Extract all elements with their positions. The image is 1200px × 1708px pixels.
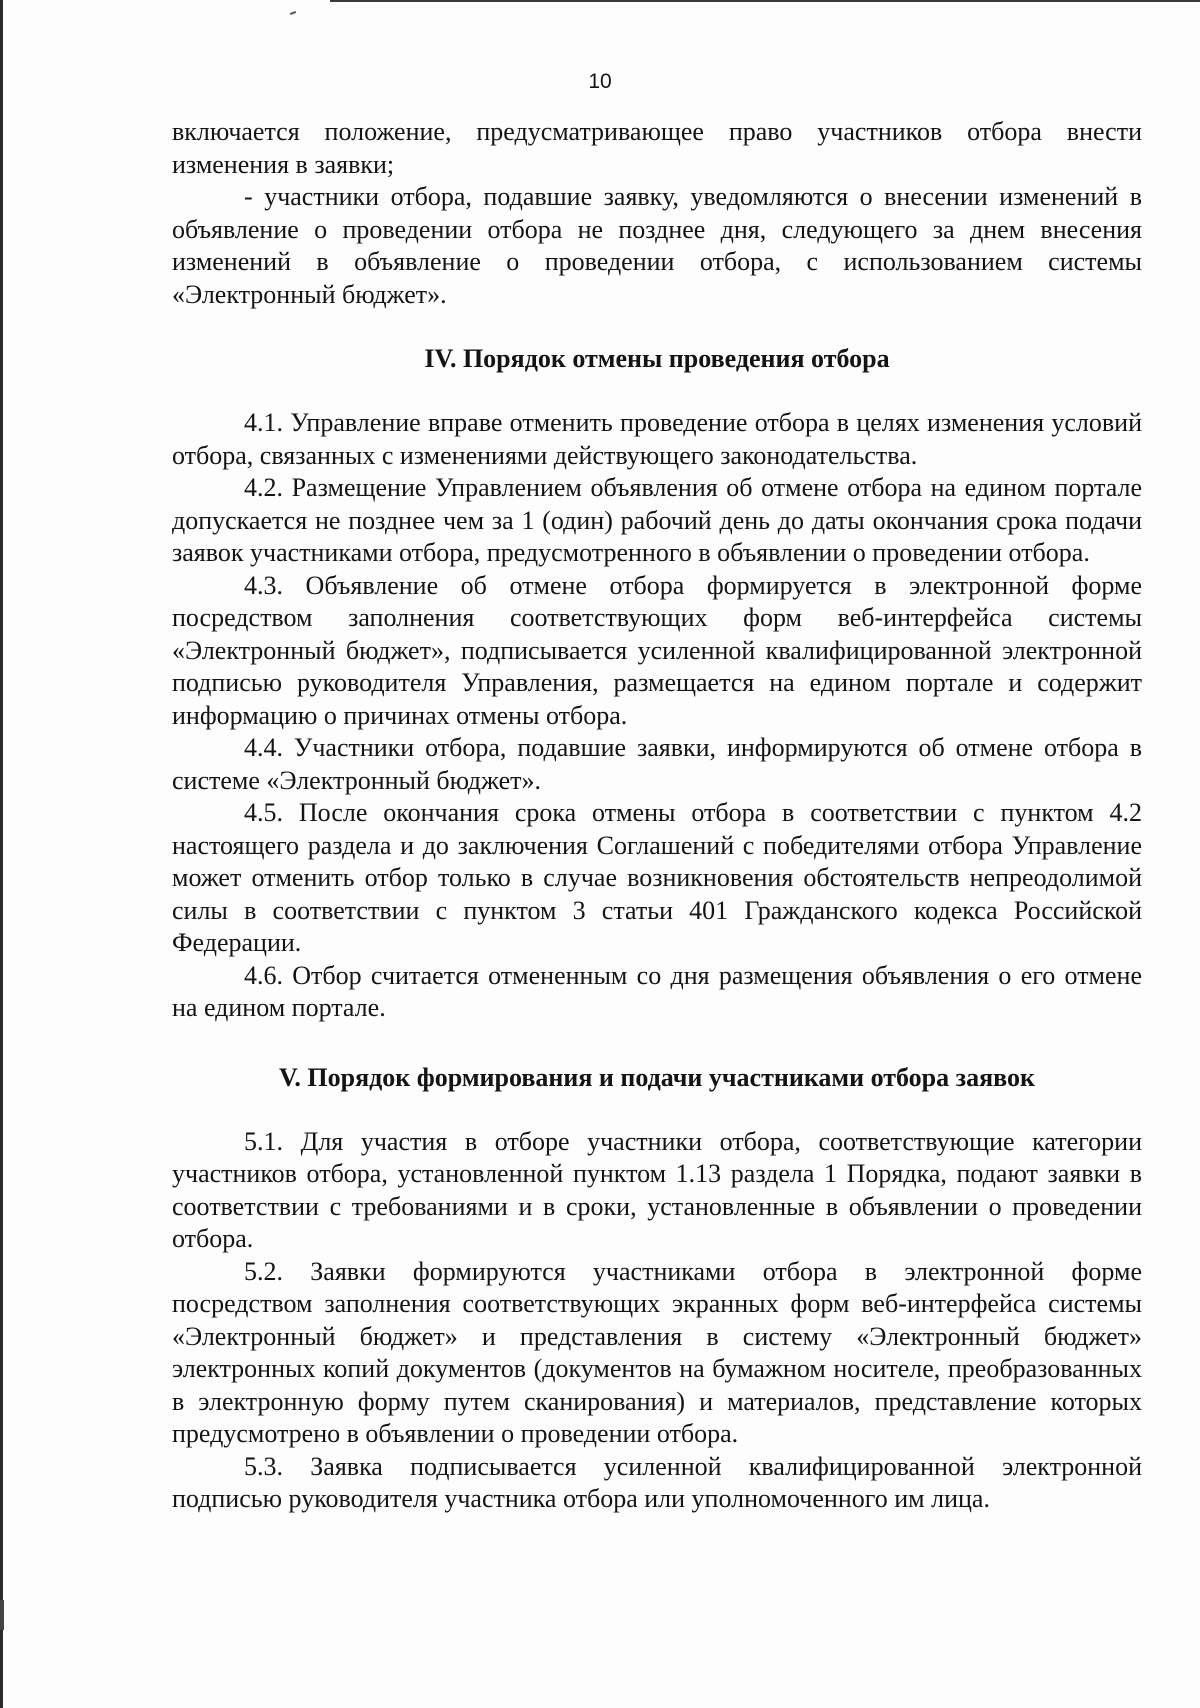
scan-edge-top	[330, 0, 1200, 2]
intro-paragraph-2: - участники отбора, подавшие заявку, уведомляются о внесении изменений в объявление о проведении отбора не позднее дня, следующего за днем внесения изменений в объявление о проведении отбора, с использованием системы «Электронный бюджет».	[172, 182, 1142, 309]
scan-mark-left	[0, 1600, 4, 1630]
page-number: 10	[588, 70, 612, 93]
scan-mark	[290, 11, 296, 15]
paragraph-5-3: 5.3. Заявка подписывается усиленной квалифицированной электронной подписью руководителя участника отбора или уполномоченного им лица.	[172, 1451, 1142, 1513]
paragraph-4-6: 4.6. Отбор считается отмененным со дня размещения объявления о его отмене на едином портале.	[172, 960, 1142, 1022]
document-body	[172, 116, 1142, 1516]
paragraph-5-1: 5.1. Для участия в отборе участники отбора, соответствующие категории участников отбора, установленной пунктом 1.13 раздела 1 Порядка, подают заявки в соответствии с требованиями и в сроки, установленные в объявлении о проведении отбора.	[172, 1126, 1142, 1253]
paragraph-4-4: 4.4. Участники отбора, подавшие заявки, информируются об отмене отбора в системе «Электронный бюджет».	[172, 733, 1142, 795]
scan-edge-left	[0, 0, 3, 1708]
section-4-heading: IV. Порядок отмены проведения отбора	[424, 344, 890, 373]
paragraph-4-5: 4.5. После окончания срока отмены отбора в соответствии с пунктом 4.2 настоящего раздела и до заключения Соглашений с победителями отбора Управление может отменить отбор только в случае возникновения обстоятельств непреодолимой силы в соответствии с пунктом 3 статьи 401 Гражданского кодекса Российской Федерации.	[172, 798, 1142, 957]
section-5-heading: V. Порядок формирования и подачи участниками отбора заявок	[278, 1062, 1036, 1092]
paragraph-4-1: 4.1. Управление вправе отменить проведение отбора в целях изменения условий отбора, связанных с изменениями действующего законодательства.	[172, 408, 1142, 470]
paragraph-5-2: 5.2. Заявки формируются участниками отбора в электронной форме посредством заполнения соответствующих экранных форм веб-интерфейса системы «Электронный бюджет» и представления в систему «Электронный бюджет» электронных копий документов (документов на бумажном носителе, преобразованных в электронную форму путем сканирования) и материалов, представление которых предусмотрено в объявлении о проведении отбора.	[172, 1256, 1142, 1448]
intro-paragraph-1: включается положение, предусматривающее право участников отбора внести изменения в заявки;	[172, 117, 1142, 179]
paragraph-4-2: 4.2. Размещение Управлением объявления об отмене отбора на едином портале допускается не позднее чем за 1 (один) рабочий день до даты окончания срока подачи заявок участниками отбора, предусмотренного в объявлении о проведении отбора.	[172, 473, 1142, 567]
paragraph-4-3: 4.3. Объявление об отмене отбора формируется в электронной форме посредством заполнения соответствующих форм веб-интерфейса системы «Электронный бюджет», подписывается усиленной квалифицированной электронной подписью руководителя Управления, размещается на едином портале и содержит информацию о причинах отмены отбора.	[172, 570, 1142, 730]
